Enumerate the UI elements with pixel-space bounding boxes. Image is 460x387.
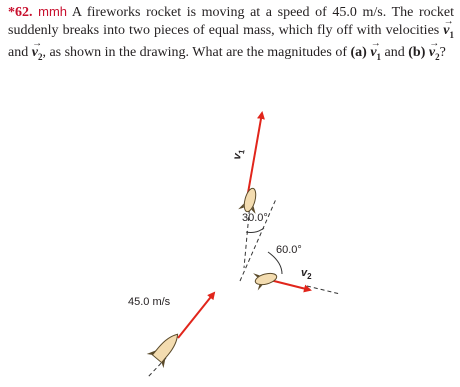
label-v2: [301, 267, 312, 281]
problem-number: *62.: [8, 5, 33, 20]
mmh-tag: mmh: [38, 4, 68, 19]
vector-v1-part-a: → $v_1$: [370, 44, 381, 66]
angle-label-60: 60.0°: [276, 244, 302, 256]
svg-text:v1: $v_1$: [231, 148, 247, 161]
problem-text-2: , as shown in the drawing. What are the magnitudes of: [42, 44, 351, 60]
angle-arc-30: [246, 228, 264, 233]
rocket-piece-2-icon: [253, 267, 279, 290]
vector-v1: → $v_1$: [443, 22, 454, 44]
speed-label: 45.0 m/s: [128, 296, 171, 308]
vector-v2-part-b: → $v_2$: [429, 44, 440, 66]
arrow-v1: [248, 113, 262, 193]
arrow-v2: [270, 280, 310, 290]
and-text-2: and: [381, 44, 409, 60]
question-mark: ?: [439, 44, 446, 60]
rocket-icon: [147, 327, 186, 368]
dashed-v2-line: [307, 286, 340, 294]
label-v1: [231, 148, 246, 161]
vector-v2: → $v_2$: [32, 44, 43, 66]
angle-label-30: 30.0°: [242, 212, 268, 224]
rocket-piece-1-icon: [238, 186, 262, 214]
svg-text:v2: $v_2$: [301, 267, 312, 281]
part-b-label: (b): [408, 44, 426, 60]
and-text: and: [8, 44, 32, 60]
problem-text-1: A fireworks rocket is moving at a speed of 45.0 m/s. The rocket suddenly breaks into two pieces of equal mass, which fly off with velocities: [8, 5, 454, 38]
arrow-initial-velocity: [178, 293, 214, 338]
part-a-label: (a): [350, 44, 367, 60]
